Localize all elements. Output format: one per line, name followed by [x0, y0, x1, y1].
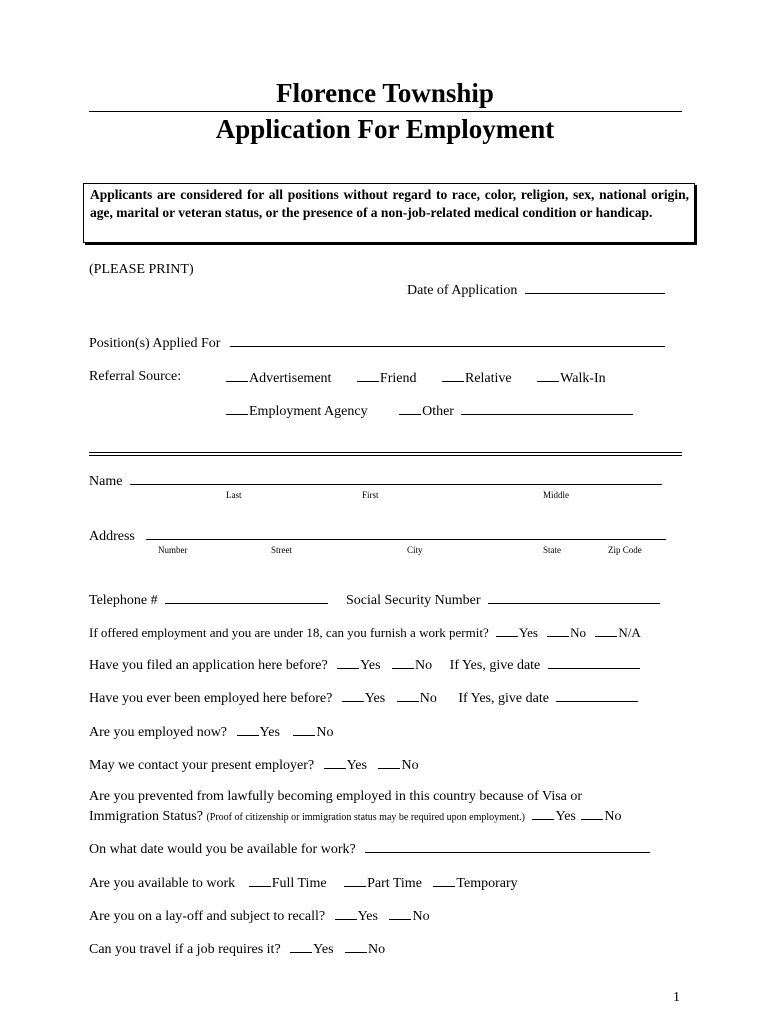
title-divider [89, 111, 682, 112]
section-divider-double [89, 455, 682, 456]
address-field[interactable] [89, 527, 666, 545]
question-available-work: Are you available to work Full Time Part Time Temporary [89, 876, 518, 891]
question-employed-before: Have you ever been employed here before? Yes No If Yes, give date [89, 689, 638, 707]
name-last-caption: Last [226, 490, 242, 500]
date-of-application-line[interactable] [525, 281, 665, 294]
question-prevented-line2: Immigration Status? (Proof of citizenship or immigration status may be required upon employment.) Yes No [89, 809, 622, 824]
referral-employment-agency[interactable]: Employment Agency [226, 404, 368, 419]
referral-options-row1 [226, 369, 606, 387]
work-temporary[interactable]: Temporary [433, 876, 517, 891]
employed-before-yes[interactable]: Yes [342, 691, 385, 706]
page-number: 1 [673, 990, 680, 1005]
referral-relative[interactable]: Relative [442, 371, 512, 386]
telephone-label: Telephone # [89, 593, 158, 608]
referral-other-line[interactable] [461, 402, 633, 415]
address-line[interactable] [146, 527, 666, 540]
telephone-field[interactable] [89, 591, 328, 609]
ssn-field[interactable] [346, 591, 660, 609]
name-label: Name [89, 474, 123, 489]
ssn-line[interactable] [488, 591, 660, 604]
referral-walk-in[interactable]: Walk-In [537, 371, 606, 386]
available-date-label: On what date would you be available for work? [89, 842, 356, 857]
position-applied-line[interactable] [230, 334, 665, 347]
question-employed-now: Are you employed now? Yes No [89, 725, 334, 740]
address-zip-caption: Zip Code [608, 545, 642, 555]
referral-advertisement[interactable]: Advertisement [226, 371, 331, 386]
address-label: Address [89, 529, 135, 544]
address-state-caption: State [543, 545, 561, 555]
question-travel: Can you travel if a job requires it? Yes No [89, 942, 386, 957]
name-field[interactable] [89, 472, 662, 490]
address-number-caption: Number [158, 545, 188, 555]
employed-now-yes[interactable]: Yes [237, 725, 280, 740]
work-part-time[interactable]: Part Time [344, 876, 422, 891]
question-prevented-line1: Are you prevented from lawfully becoming employed in this country because of Visa or [89, 789, 583, 804]
prevented-no[interactable]: No [581, 809, 621, 824]
referral-friend[interactable]: Friend [357, 371, 417, 386]
name-middle-caption: Middle [543, 490, 569, 500]
employed-now-no[interactable]: No [293, 725, 333, 740]
date-of-application-field[interactable] [407, 281, 665, 299]
contact-employer-yes[interactable]: Yes [324, 758, 367, 773]
page-title: Florence Township [276, 78, 494, 108]
equal-opportunity-notice [83, 183, 695, 243]
referral-options-row2 [226, 402, 633, 420]
travel-yes[interactable]: Yes [290, 942, 333, 957]
employed-before-date-line[interactable] [556, 689, 638, 702]
work-permit-no[interactable]: No [547, 625, 586, 640]
travel-no[interactable]: No [345, 942, 385, 957]
name-first-caption: First [362, 490, 379, 500]
filed-before-no[interactable]: No [392, 658, 432, 673]
address-street-caption: Street [271, 545, 292, 555]
page-subtitle: Application For Employment [215, 114, 555, 144]
immigration-proof-note: (Proof of citizenship or immigration status may be required upon employment.) [206, 812, 525, 823]
date-of-application-label: Date of Application [407, 283, 518, 298]
available-date-field[interactable] [89, 840, 650, 858]
filed-before-yes[interactable]: Yes [337, 658, 380, 673]
question-contact-employer: May we contact your present employer? Yes No [89, 758, 419, 773]
section-divider [89, 452, 682, 453]
ssn-label: Social Security Number [346, 593, 481, 608]
referral-source-label: Referral Source: [89, 369, 182, 384]
employed-before-no[interactable]: No [397, 691, 437, 706]
layoff-yes[interactable]: Yes [335, 909, 378, 924]
available-date-line[interactable] [365, 840, 650, 853]
question-work-permit: If offered employment and you are under 18, can you furnish a work permit? Yes No N/A [89, 625, 641, 640]
referral-other[interactable]: Other [399, 404, 633, 419]
filed-before-date-line[interactable] [548, 656, 640, 669]
notice-text: Applicants are considered for all positions without regard to race, color, religion, sex, national origin, age, marital or veteran status, or the presence of a non-job-related medical condition or handicap. [90, 187, 689, 220]
position-applied-field[interactable] [89, 334, 665, 352]
position-applied-label: Position(s) Applied For [89, 336, 221, 351]
layoff-no[interactable]: No [389, 909, 429, 924]
contact-employer-no[interactable]: No [378, 758, 418, 773]
name-line[interactable] [130, 472, 662, 485]
question-layoff: Are you on a lay-off and subject to recall? Yes No [89, 909, 430, 924]
address-city-caption: City [407, 545, 423, 555]
work-permit-na[interactable]: N/A [595, 625, 640, 640]
please-print-label: (PLEASE PRINT) [89, 262, 194, 277]
work-full-time[interactable]: Full Time [249, 876, 327, 891]
question-filed-before: Have you filed an application here before? Yes No If Yes, give date [89, 656, 640, 674]
prevented-yes[interactable]: Yes [532, 809, 575, 824]
telephone-line[interactable] [165, 591, 328, 604]
work-permit-yes[interactable]: Yes [496, 625, 538, 640]
